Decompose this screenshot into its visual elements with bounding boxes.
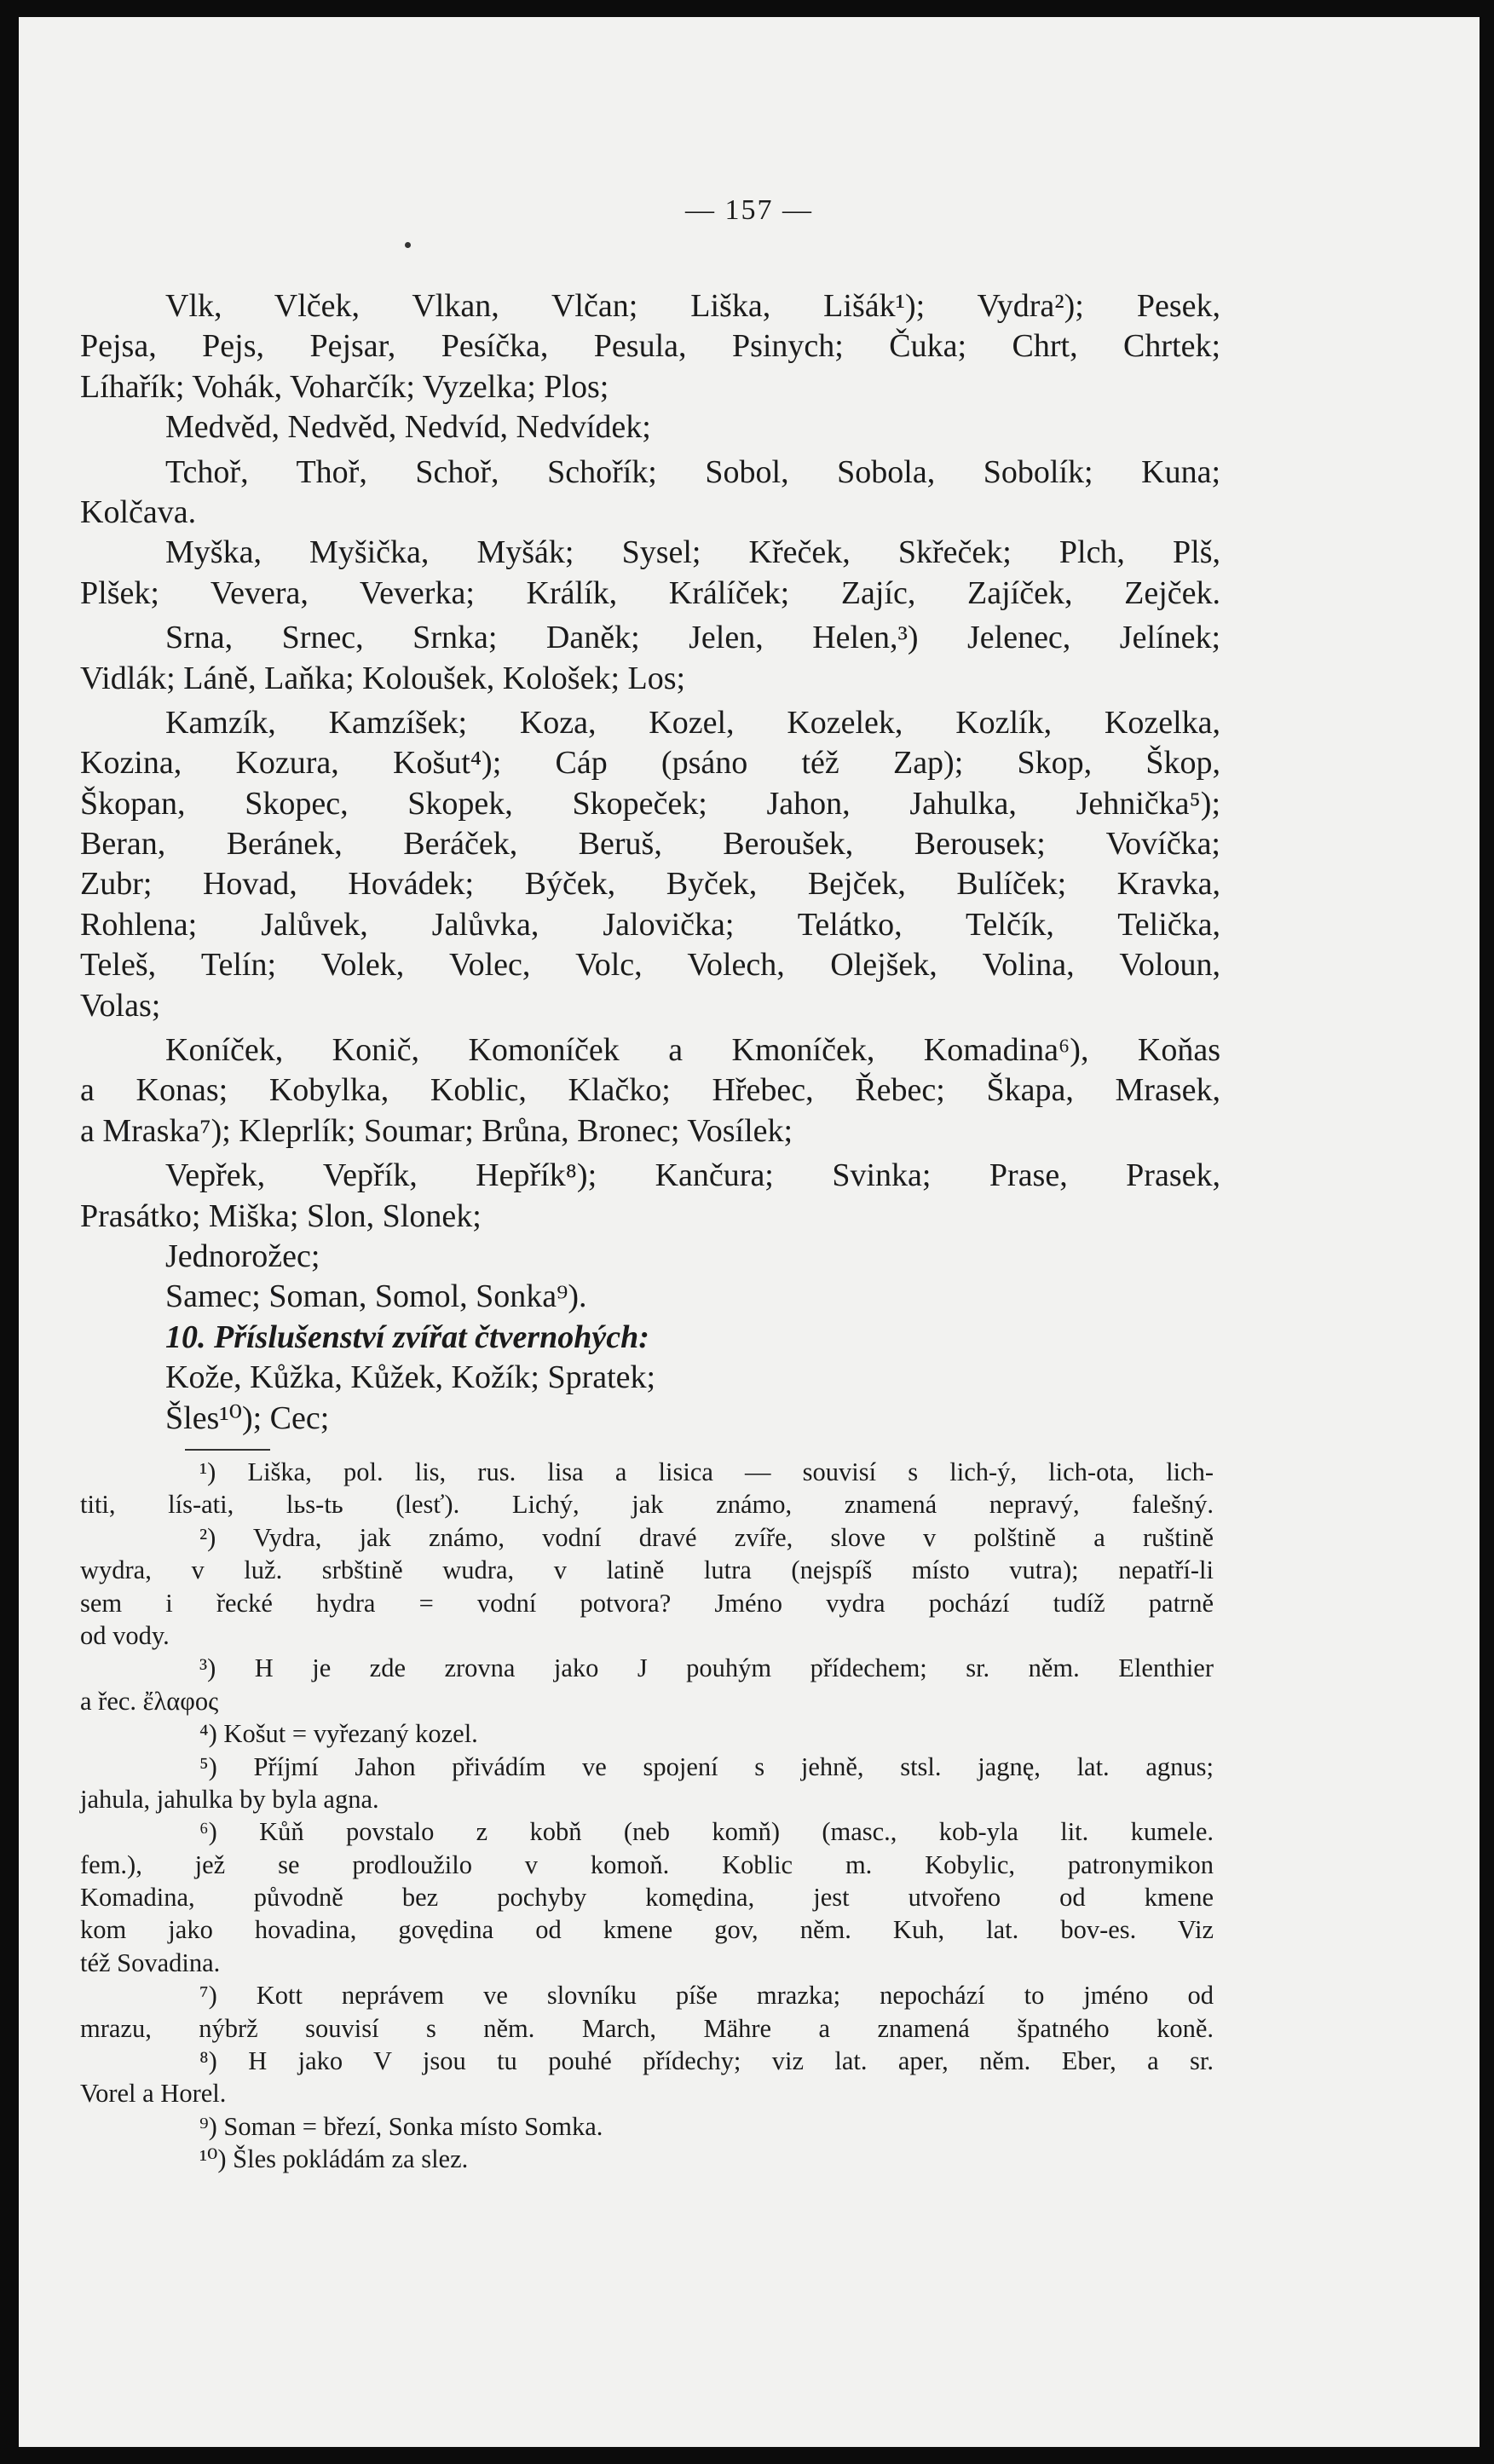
text-line: Tchoř, Thoř, Schoř, Schořík; Sobol, Sobola, Sobolík; Kuna; xyxy=(165,453,1220,490)
footnote-line: jahula, jahulka by byla agna. xyxy=(80,1784,379,1814)
text-line: Koníček, Konič, Komoníček a Kmoníček, Komadina⁶), Koňas xyxy=(165,1032,1220,1069)
footnote-line: a řec. ἔλαφος xyxy=(80,1686,219,1716)
text-line: Kozina, Kozura, Košut⁴); Cáp (psáno též Zap); Skop, Škop, xyxy=(80,745,1220,782)
footnote-line: kom jako hovadina, govędina od kmene gov, něm. Kuh, lat. bov-es. Viz xyxy=(80,1915,1214,1945)
text-line: Zubr; Hovad, Hovádek; Býček, Byček, Bejček, Bulíček; Kravka, xyxy=(80,866,1220,903)
footnote-line: Vorel a Horel. xyxy=(80,2079,227,2109)
text-line: Pejsa, Pejs, Pejsar, Pesíčka, Pesula, Psinych; Čuka; Chrt, Chrtek; xyxy=(80,328,1220,365)
footnote-line: ⁸) H jako V jsou tu pouhé přídechy; viz lat. aper, něm. Eber, a sr. xyxy=(199,2046,1214,2076)
text-line: Vidlák; Láně, Laňka; Koloušek, Kološek; Los; xyxy=(80,660,686,696)
text-line: Kamzík, Kamzíšek; Koza, Kozel, Kozelek, Kozlík, Kozelka, xyxy=(165,704,1220,741)
footnote-line: ²) Vydra, jak známo, vodní dravé zvíře, slove v polštině a ruštině xyxy=(199,1522,1214,1552)
text-line: Srna, Srnec, Srnka; Daněk; Jelen, Helen,³) Jelenec, Jelínek; xyxy=(165,620,1220,656)
text-line: Volas; xyxy=(80,987,161,1024)
text-line: Rohlena; Jalůvek, Jalůvka, Jalovička; Telátko, Telčík, Telička, xyxy=(80,906,1220,943)
text-line: Prasátko; Miška; Slon, Slonek; xyxy=(80,1197,482,1234)
text-line: Vepřek, Vepřík, Hepřík⁸); Kančura; Svinka; Prase, Prasek, xyxy=(165,1157,1220,1194)
footnote-line: wydra, v luž. srbštině wudra, v latině lutra (nejspíš místo vutra); nepatří-li xyxy=(80,1555,1214,1585)
text-line: Myška, Myšička, Myšák; Sysel; Křeček, Skřeček; Plch, Plš, xyxy=(165,534,1220,571)
text-line: Škopan, Skopec, Skopek, Skopeček; Jahon, Jahulka, Jehnička⁵); xyxy=(80,785,1220,822)
text-line: Kože, Kůžka, Kůžek, Kožík; Spratek; xyxy=(165,1359,656,1396)
footnote-line: od vody. xyxy=(80,1620,170,1650)
text-line: Líhařík; Vohák, Voharčík; Vyzelka; Plos; xyxy=(80,368,609,405)
footnotes xyxy=(80,1456,1214,2176)
footnote-line: též Sovadina. xyxy=(80,1948,221,1977)
text-line: Samec; Soman, Somol, Sonka⁹). xyxy=(165,1278,587,1315)
text-line: Šles¹⁰); Cec; xyxy=(165,1399,330,1436)
text-line: Plšek; Vevera, Veverka; Králík, Králíček; Zajíc, Zajíček, Zejček. xyxy=(80,574,1220,611)
footnote-line: ¹⁰) Šles pokládám za slez. xyxy=(199,2144,469,2174)
page-number: — 157 — xyxy=(685,194,813,226)
footnote-line: ⁷) Kott neprávem ve slovníku píše mrazka; nepochází to jméno od xyxy=(199,1981,1214,2011)
footnote-line: ⁶) Kůň povstalo z kobň (neb komň) (masc., kob-yla lit. kumele. xyxy=(199,1817,1214,1847)
main-text xyxy=(80,286,1220,1439)
text-line: Beran, Beránek, Beráček, Beruš, Beroušek, Berousek; Vovíčka; xyxy=(80,826,1220,863)
footnote-line: sem i řecké hydra = vodní potvora? Jméno vydra pochází tudíž patrně xyxy=(80,1588,1214,1618)
text-line: a Mraska⁷); Kleprlík; Soumar; Brůna, Bronec; Vosílek; xyxy=(80,1112,793,1149)
footnote-line: titi, lís-ati, lьs-tь (lesť). Lichý, jak známo, znamená nepravý, falešný. xyxy=(80,1490,1214,1520)
section-heading: 10. Příslušenství zvířat čtvernohých: xyxy=(165,1319,649,1355)
footnote-line: ³) H je zde zrovna jako J pouhým přídechem; sr. něm. Elenthier xyxy=(199,1653,1214,1683)
footnote-line: fem.), jež se prodloužilo v komoň. Koblic m. Kobylic, patronymikon xyxy=(80,1849,1214,1879)
footnote-line: ¹) Liška, pol. lis, rus. lisa a lisica — souvisí s lich-ý, lich-ota, lich- xyxy=(199,1457,1214,1486)
footnote-line: mrazu, nýbrž souvisí s něm. March, Mähre a znamená špatného koně. xyxy=(80,2013,1214,2043)
footnote-line: ⁵) Příjmí Jahon přivádím ve spojení s jehně, stsl. jagnę, lat. agnus; xyxy=(199,1751,1214,1781)
footnote-line: Komadina, původně bez pochyby komędina, jest utvořeno od kmene xyxy=(80,1883,1214,1913)
footnote-line: ⁴) Košut = vyřezaný kozel. xyxy=(199,1719,478,1749)
book-page xyxy=(19,17,1480,2447)
text-line: Medvěd, Nedvěd, Nedvíd, Nedvídek; xyxy=(165,409,651,446)
ink-speck xyxy=(405,242,411,248)
text-line: Jednorožec; xyxy=(165,1238,320,1274)
text-line: Kolčava. xyxy=(80,493,197,530)
footnote-rule xyxy=(185,1449,270,1451)
text-line: Vlk, Vlček, Vlkan, Vlčan; Liška, Lišák¹); Vydra²); Pesek, xyxy=(165,288,1220,324)
text-line: Teleš, Telín; Volek, Volec, Volc, Volech, Olejšek, Volina, Voloun, xyxy=(80,947,1220,984)
text-line: a Konas; Kobylka, Koblic, Klačko; Hřebec, Řebec; Škapa, Mrasek, xyxy=(80,1072,1220,1109)
footnote-line: ⁹) Soman = březí, Sonka místo Somka. xyxy=(199,2111,603,2141)
